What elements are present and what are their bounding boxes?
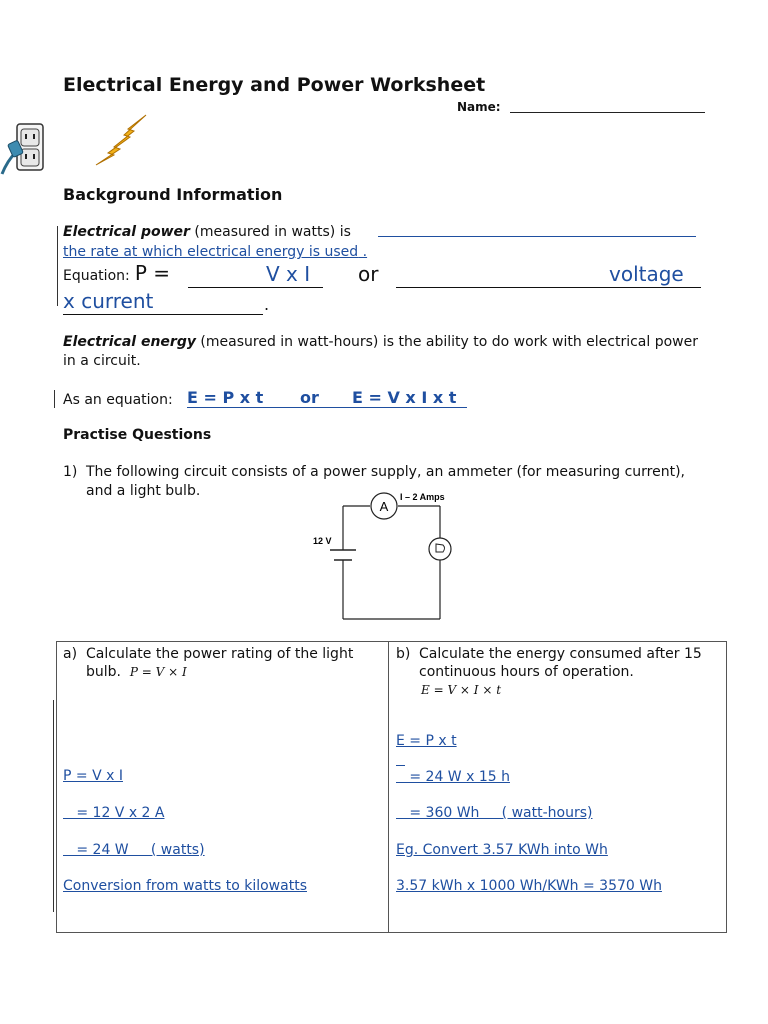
background-heading: Background Information: [63, 185, 283, 204]
part-b-cell: [389, 642, 727, 933]
part-b-answer-4: Eg. Convert 3.57 KWh into Wh: [396, 842, 608, 858]
part-b-formula: E = V × I × t: [421, 683, 502, 697]
part-a-formula: P = V × I: [129, 665, 187, 679]
revision-bar-2: [54, 390, 55, 408]
energy-equation-line: [63, 389, 173, 408]
part-b-answer-5: 3.57 kWh x 1000 Wh/KWh = 3570 Wh: [396, 878, 662, 894]
energy-equation-label: As an equation:: [63, 392, 173, 408]
equation-period: .: [264, 295, 270, 314]
equation-label: Equation:: [63, 268, 130, 284]
part-b-question: Calculate the energy consumed after 15 continuous hours of operation.: [419, 646, 702, 680]
power-answer-text: the rate at which electrical energy is used: [63, 244, 359, 260]
part-a-label: a): [63, 646, 78, 662]
part-a-question-text: Calculate the power rating of the light bulb.: [86, 646, 354, 680]
light-bulb-icon: [429, 538, 451, 560]
energy-equation-underline: [187, 407, 467, 408]
energy-equation-or: or: [300, 388, 319, 407]
battery-label: 12 V: [313, 536, 332, 546]
part-a-answer-1: P = V x I: [63, 768, 123, 784]
part-a-answer-2: = 12 V x 2 A: [63, 805, 165, 821]
power-unit-text: (measured in watts) is: [189, 224, 351, 240]
equation-blank-1[interactable]: [188, 287, 323, 288]
lightning-bolt-icon: [94, 113, 150, 171]
q1-text: The following circuit consists of a power supply, an ammeter (for measuring current), and a light bulb.: [86, 464, 685, 499]
part-b-dash: [396, 765, 405, 766]
energy-definition: [63, 333, 708, 371]
equation-answer-2: voltage: [609, 262, 684, 286]
energy-equation-2: E = V x I x t: [352, 388, 457, 407]
equation-line: [63, 261, 170, 285]
power-outlet-plug-icon: [0, 118, 50, 182]
part-b-answer-1: E = P x t: [396, 733, 457, 749]
power-answer-line[interactable]: [378, 236, 696, 237]
part-a-answer-3: = 24 W ( watts): [63, 842, 205, 858]
energy-term: Electrical energy: [63, 334, 196, 350]
current-label: I – 2 Amps: [400, 492, 445, 502]
name-field[interactable]: [510, 112, 705, 113]
power-term: Electrical power: [63, 224, 190, 240]
revision-bar-3: [53, 700, 54, 912]
name-label: Name:: [457, 100, 501, 114]
part-a-question: [86, 645, 386, 681]
equation-blank-2[interactable]: [396, 287, 701, 288]
ammeter-label: A: [379, 499, 389, 514]
power-answer: [63, 243, 367, 262]
circuit-diagram: [300, 486, 470, 622]
q1-number: 1): [63, 464, 78, 480]
revision-bar: [57, 226, 58, 306]
equation-answer-2-cont: x current: [63, 289, 154, 313]
energy-equation-1: E = P x t: [187, 388, 264, 407]
equation-blank-3[interactable]: [63, 314, 263, 315]
equation-p: P =: [134, 261, 170, 285]
answer-table: [56, 641, 727, 933]
equation-answer-1: V x I: [266, 262, 311, 286]
part-a-cell: [57, 642, 389, 933]
part-b-answer-3: = 360 Wh ( watt-hours): [396, 805, 593, 821]
part-b-answer-2: = 24 W x 15 h: [396, 769, 510, 785]
power-definition: [63, 223, 351, 242]
part-a-answer-4: Conversion from watts to kilowatts: [63, 878, 307, 894]
page-title: Electrical Energy and Power Worksheet: [63, 74, 486, 96]
part-b-label: b): [396, 646, 411, 662]
equation-or: or: [358, 262, 379, 286]
energy-text: (measured in watt-hours) is the ability to do work with electrical power in a circuit.: [63, 334, 698, 369]
practise-heading: Practise Questions: [63, 427, 212, 443]
power-answer-end: .: [358, 244, 368, 260]
